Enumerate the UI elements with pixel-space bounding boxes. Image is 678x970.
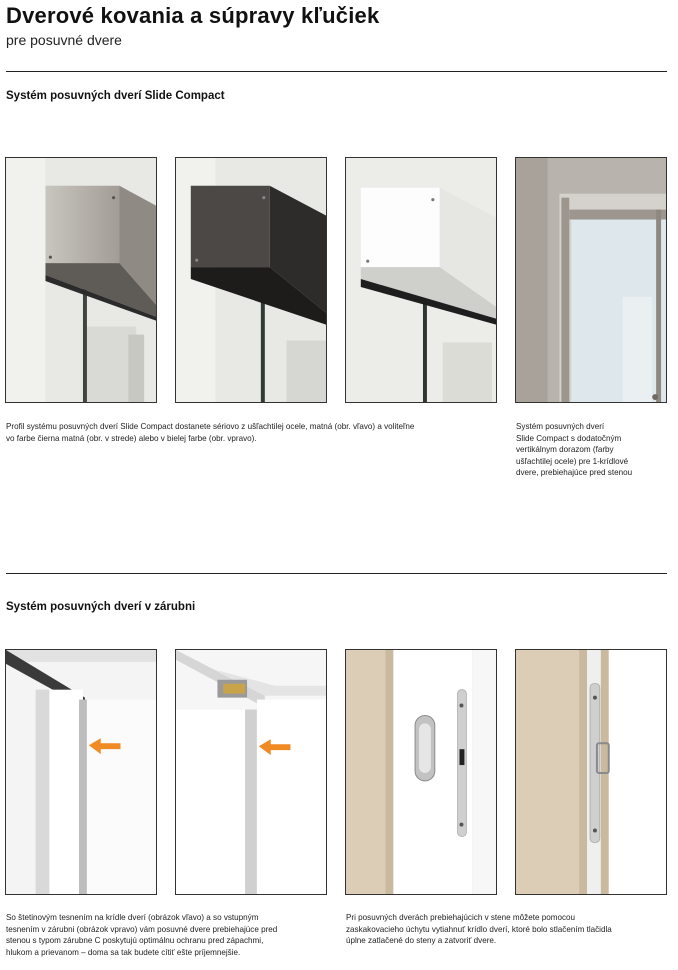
- caption-line: dvere, prebiehajúce pred stenou: [516, 468, 633, 478]
- caption-line: ušľachtilej ocele) pre 1-krídlové: [516, 456, 629, 466]
- divider: [6, 71, 667, 72]
- photo-flush-pull-pressed: [345, 649, 497, 895]
- caption-line: tesnením v zárubni (obrázok vpravo) vám posuvné dvere prebiehajúce pred: [6, 924, 278, 934]
- caption-line: zaskakovacieho úchytu vytiahnuť krídlo dverí, ktoré bolo stlačením tlačidla: [346, 924, 612, 934]
- section-heading-frame-system: Systém posuvných dverí v zárubni: [6, 601, 196, 613]
- caption-line: Slide Compact s dodatočným: [516, 433, 622, 443]
- page-subtitle: pre posuvné dvere: [6, 32, 122, 48]
- photo-slide-compact-steel: [5, 157, 157, 403]
- caption-slide-compact-variants: [6, 421, 506, 444]
- photo-brush-seal: [5, 649, 157, 895]
- caption-line: Systém posuvných dverí: [516, 422, 605, 431]
- page-title: Dverové kovania a súpravy kľučiek: [6, 3, 380, 28]
- caption-line: vertikálnym dorazom (farby: [516, 445, 614, 455]
- caption-line: Profil systému posuvných dverí Slide Compact dostanete sériovo z ušľachtilej ocele, matná (obr. vľavo) a voliteľne: [6, 422, 415, 431]
- photo-slide-compact-vertical-stop: [515, 157, 667, 403]
- photo-flush-pull-extended: [515, 649, 667, 895]
- photo-slide-compact-black: [175, 157, 327, 403]
- caption-line: úplne zatlačené do steny a zatvoriť dvere.: [346, 936, 497, 946]
- caption-line: stenou s typom zárubne C poskytujú optimálnu ochranu pred zápachmi,: [6, 936, 264, 946]
- caption-line: Pri posuvných dverách prebiehajúcich v stene môžete pomocou: [346, 913, 576, 922]
- caption-vertical-stop: [516, 421, 671, 479]
- caption-line: So štetinovým tesnením na krídle dverí (obrázok vľavo) a so vstupným: [6, 913, 259, 922]
- photo-entry-seal: [175, 649, 327, 895]
- caption-flush-pull: [346, 912, 676, 947]
- caption-line: vo farbe čierna matná (obr. v strede) alebo v bielej farbe (obr. vpravo).: [6, 433, 257, 443]
- caption-line: hlukom a prievanom – doma sa tak budete cítiť ešte príjemnejšie.: [6, 947, 241, 957]
- divider: [6, 573, 667, 574]
- caption-seals: [6, 912, 336, 958]
- photo-slide-compact-white: [345, 157, 497, 403]
- section-heading-slide-compact: Systém posuvných dverí Slide Compact: [6, 90, 225, 102]
